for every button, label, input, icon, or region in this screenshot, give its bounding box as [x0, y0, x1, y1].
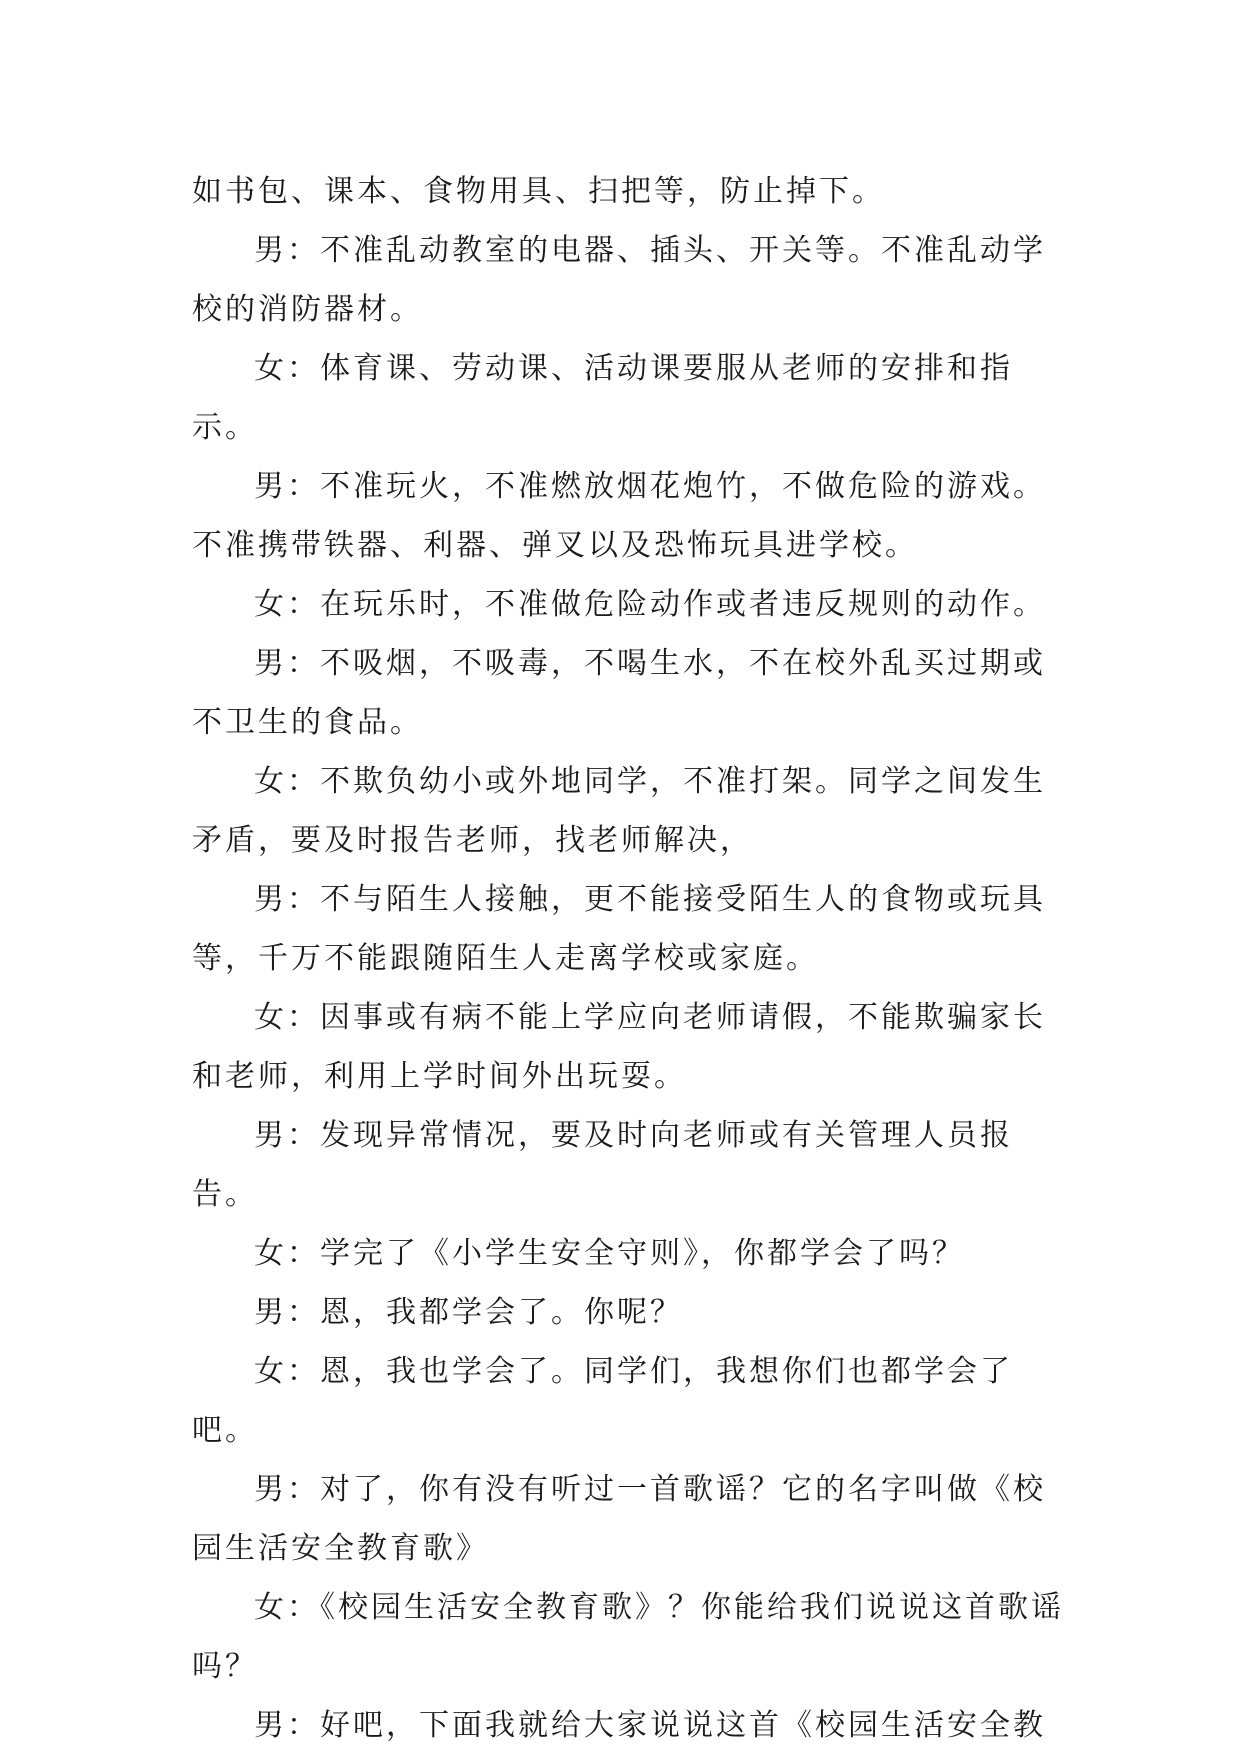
paragraph: 男：不吸烟，不吸毒，不喝生水，不在校外乱买过期或不卫生的食品。 — [192, 646, 1046, 740]
paragraph: 男：恩，我都学会了。你呢？ — [254, 1295, 683, 1330]
paragraph: 男：好吧，下面我就给大家说说这首《校园生活安全教 — [254, 1708, 1046, 1743]
paragraph: 男：不准乱动教室的电器、插头、开关等。不准乱动学校的消防器材。 — [192, 233, 1046, 327]
paragraph: 男：对了，你有没有听过一首歌谣？它的名字叫做《校园生活安全教育歌》 — [192, 1472, 1046, 1566]
paragraph: 男：不与陌生人接触，更不能接受陌生人的食物或玩具等，千万不能跟随陌生人走离学校或家庭。 — [192, 882, 1046, 976]
paragraph: 女：体育课、劳动课、活动课要服从老师的安排和指示。 — [192, 351, 1013, 445]
paragraph: 女：《校园生活安全教育歌》？你能给我们说说这首歌谣吗？ — [192, 1590, 1064, 1684]
paragraph: 男：发现异常情况，要及时向老师或有关管理人员报告。 — [192, 1118, 1013, 1212]
document-body — [192, 162, 1072, 1755]
paragraph: 女：因事或有病不能上学应向老师请假，不能欺骗家长和老师，利用上学时间外出玩耍。 — [192, 1000, 1046, 1094]
paragraph: 如书包、课本、食物用具、扫把等，防止掉下。 — [192, 174, 885, 209]
paragraph: 女：恩，我也学会了。同学们，我想你们也都学会了吧。 — [192, 1354, 1013, 1448]
paragraph: 男：不准玩火，不准燃放烟花炮竹，不做危险的游戏。不准携带铁器、利器、弹叉以及恐怖玩具进学校。 — [192, 469, 1046, 563]
paragraph: 女：学完了《小学生安全守则》，你都学会了吗？ — [254, 1236, 965, 1271]
paragraph: 女：不欺负幼小或外地同学，不准打架。同学之间发生矛盾，要及时报告老师，找老师解决， — [192, 764, 1046, 858]
paragraph: 女：在玩乐时，不准做危险动作或者违反规则的动作。 — [254, 587, 1046, 622]
